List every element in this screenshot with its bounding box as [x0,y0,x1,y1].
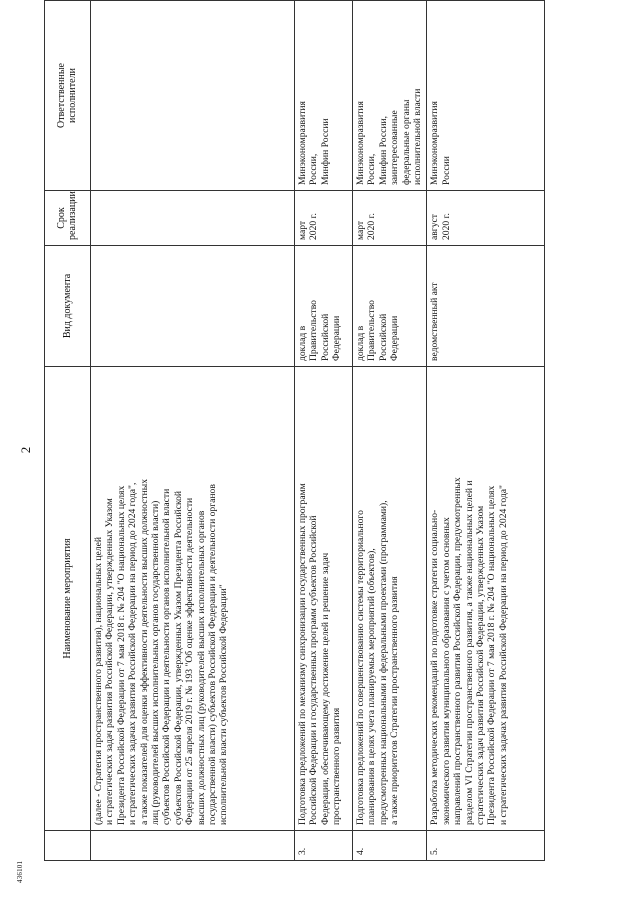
table-row [295,1,353,861]
row-kind: ведомственный акт [427,246,545,367]
row-number: 4. [353,831,427,861]
table-header-row [45,1,91,861]
header-name: Наименование мероприятия [45,367,91,831]
table-row [353,1,427,861]
row-name: Подготовка предложений по механизму синхронизации государственных программ Российской Федерации и государственных программ субъектов Российской Федерации, обеспечивающему достижение целей и решение задач пространственного развития [295,367,353,831]
page-number: 2 [18,446,33,454]
row-responsible: Минэкономразвития России, Минфин России [295,1,353,191]
row-term: март 2020 г. [295,191,353,246]
row-responsible [91,1,295,191]
table-row [91,1,295,861]
row-kind [91,246,295,367]
header-term: Срок реализации [45,191,91,246]
document-code: 436101 [16,860,24,883]
row-responsible: Минэкономразвития России, Минфин России, заинтересованные федеральные органы исполнительной власти [353,1,427,191]
row-term: март 2020 г. [353,191,427,246]
header-responsible: Ответственные исполнители [45,1,91,191]
row-kind: доклад в Правительство Российской Федерации [295,246,353,367]
row-name: (далее - Стратегия пространственного развития), национальных целей и стратегических задач развития Российской Федерации, утвержденных Указом Президента Российской Федерации от 7 мая 2018 г. № 204 "О национальных целях и стратегических задачах развития Российской Федерации на период до 2024 года", а также показателей для оценки эффективности деятельности высших должностных лиц (руководителей высших исполнительных органов государственной власти) субъектов Российской Федерации и деятельности органов исполнительной власти субъектов Российской Федерации, утвержденных Указом Президента Российской Федерации от 25 апреля 2019 г. № 193 "Об оценке эффективности деятельности высших должностных лиц (руководителей высших исполнительных органов государственной власти) субъектов Российской Федерации и деятельности органов исполнительной власти субъектов Российской Федерации" [91,367,295,831]
header-kind: Вид документа [45,246,91,367]
measures-table [44,0,545,861]
row-term: август 2020 г. [427,191,545,246]
row-name: Подготовка предложений по совершенствованию системы территориального планирования в целях учета планируемых мероприятий (объектов), предусмотренных национальными и федеральными проектами (программами), а также приоритетов Стратегии пространственного развития [353,367,427,831]
header-number [45,831,91,861]
row-number [91,831,295,861]
row-kind: доклад в Правительство Российской Федерации [353,246,427,367]
table-row [427,1,545,861]
row-number: 5. [427,831,545,861]
row-responsible: Минэкономразвития России [427,1,545,191]
row-term [91,191,295,246]
row-number: 3. [295,831,353,861]
row-name: Разработка методических рекомендаций по подготовке стратегии социально- экономического развития муниципального образования с учетом основных направлений пространственного развития Российской Федерации, предусмотренных разделом VI Стратегии пространственного развития, а также национальных целей и стратегических задач развития Российской Федерации, утвержденных Указом Президента Российской Федерации от 7 мая 2018 г. № 204 "О национальных целях и стратегических задачах развития Российской Федерации на период до 2024 года" [427,367,545,831]
